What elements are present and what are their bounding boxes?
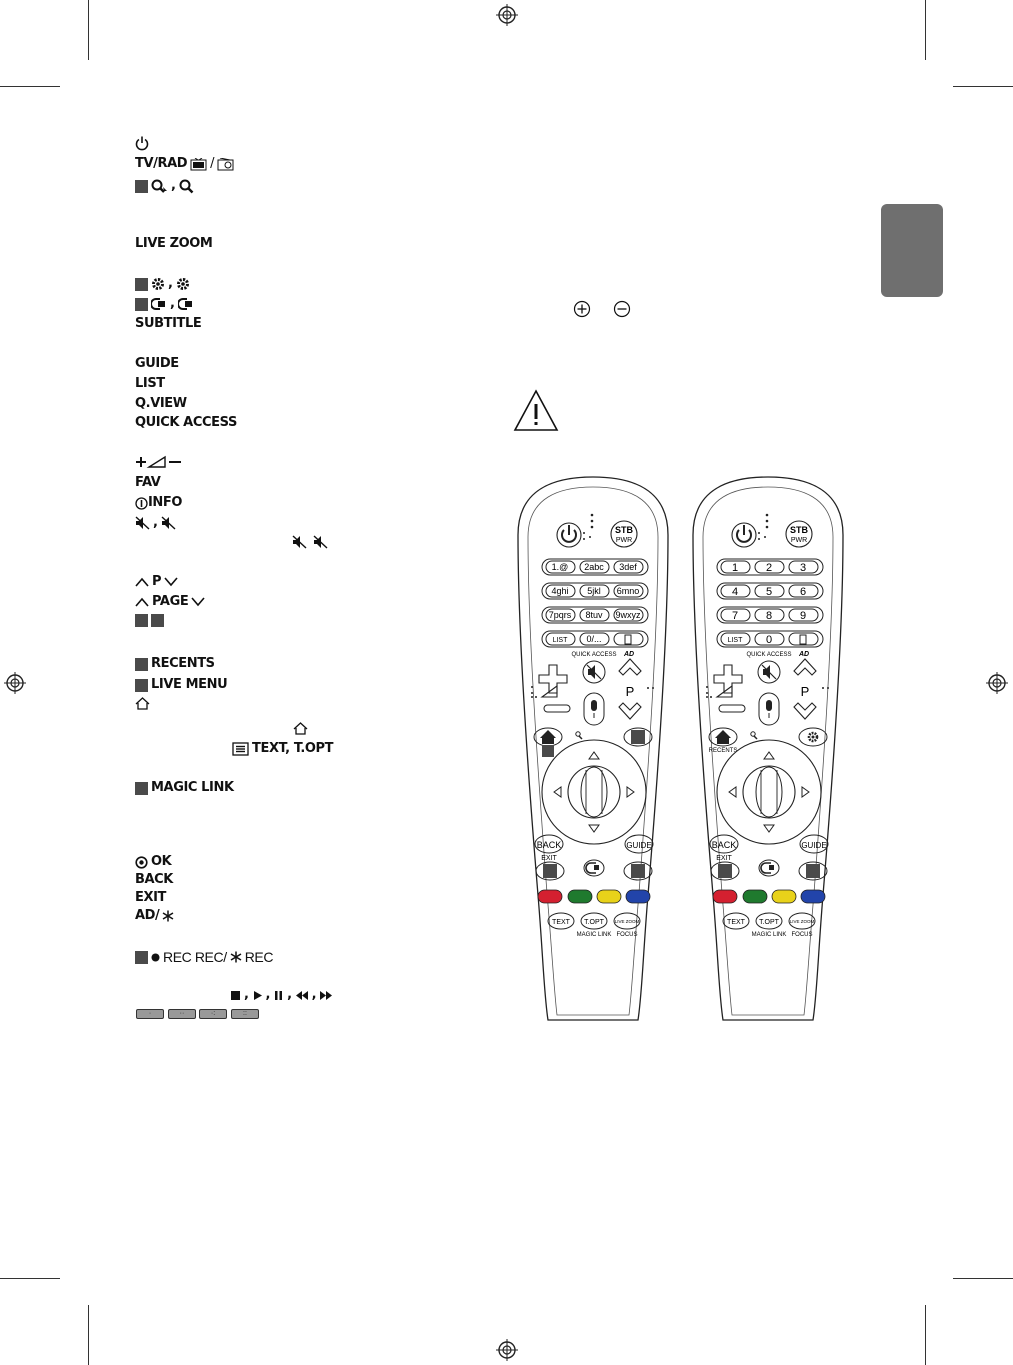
- chevron-down-icon: [191, 597, 205, 607]
- magic-remote-numeric: [512, 475, 674, 1023]
- crop-mark: [0, 1278, 60, 1279]
- key-8: 8: [765, 610, 773, 622]
- power-icon: [135, 136, 149, 151]
- magic-link-text: MAGIC LINK: [576, 932, 612, 938]
- crop-mark: [88, 1305, 89, 1365]
- green-key: [568, 890, 592, 903]
- button-square-icon: [135, 614, 148, 627]
- live-zoom-label: LIVE ZOOM: [135, 236, 213, 251]
- text-topt-text: TEXT, T.OPT: [252, 741, 334, 756]
- volume-label: [135, 455, 185, 469]
- back-label: BACK: [135, 872, 173, 887]
- key-0: 0/...: [586, 634, 602, 644]
- mute-icon: [135, 516, 150, 530]
- info-icon: [135, 497, 148, 510]
- home-inline: [293, 722, 308, 735]
- settings-label: ,: [135, 276, 190, 292]
- color-button-1: ·: [136, 1009, 164, 1019]
- p-text: P: [800, 684, 810, 699]
- crop-mark: [88, 0, 89, 60]
- text-key: TEXT: [552, 919, 570, 926]
- exit-text: EXIT: [716, 855, 732, 862]
- live-menu-label: [135, 677, 227, 693]
- button-square-icon: [151, 614, 164, 627]
- home-label: [135, 697, 150, 710]
- key-9: 9wxyz: [615, 610, 641, 620]
- crop-mark: [925, 1305, 926, 1365]
- input-label: ,: [135, 296, 194, 312]
- tv-rad-label: [135, 156, 234, 172]
- ok-label: [135, 854, 171, 870]
- search-icon: [151, 179, 168, 194]
- ad-label: [135, 908, 174, 924]
- list-key: LIST: [552, 637, 568, 644]
- info-text: INFO: [148, 495, 183, 510]
- list-key: LIST: [727, 637, 743, 644]
- warning-icon: [513, 389, 559, 432]
- channel-label: [135, 574, 178, 590]
- two-squares-label: [135, 614, 164, 627]
- rec-text: REC REC/: [163, 949, 227, 965]
- input-icon: [178, 297, 194, 311]
- red-key: [713, 890, 737, 903]
- topt-key: T.OPT: [584, 919, 604, 926]
- home-icon: [293, 722, 308, 735]
- red-key: [538, 890, 562, 903]
- key-9: 9: [799, 610, 807, 622]
- asterisk-icon: [162, 910, 174, 922]
- button-square-icon: [135, 679, 148, 692]
- key-2: 2abc: [584, 562, 604, 572]
- search-label: ,: [135, 178, 194, 194]
- key-2: 2: [765, 562, 773, 574]
- key-8: 8tuv: [585, 610, 603, 620]
- chevron-up-icon: [135, 577, 149, 587]
- power-label: [135, 136, 149, 151]
- rec-label: [135, 949, 273, 965]
- live-zoom-key: LIVE ZOOM: [789, 919, 815, 924]
- registration-mark-icon: [4, 672, 26, 694]
- key-6: 6: [799, 586, 807, 598]
- yellow-key: [772, 890, 796, 903]
- ok-text: OK: [151, 854, 172, 869]
- magic-link-label: [135, 780, 234, 796]
- rewind-icon: [295, 990, 309, 1001]
- input-icon: [151, 297, 167, 311]
- mute-inline: [292, 535, 328, 549]
- live-menu-text: LIVE MENU: [151, 677, 228, 692]
- button-square-icon: [135, 782, 148, 795]
- live-zoom-key: LIVE ZOOM: [614, 919, 640, 924]
- plus-circle-icon: [573, 300, 591, 318]
- key-4: 4ghi: [551, 586, 569, 596]
- button-square-icon: [135, 951, 148, 964]
- gear-icon: [151, 277, 165, 291]
- magic-link-text: MAGIC LINK: [751, 932, 787, 938]
- qview-label: Q.VIEW: [135, 396, 187, 411]
- gear-icon: [176, 277, 190, 291]
- back-key: BACK: [536, 840, 562, 850]
- chevron-up-icon: [135, 597, 149, 607]
- focus-text: FOCUS: [616, 932, 638, 938]
- recents-text: RECENTS: [708, 748, 738, 754]
- mute-icon: [161, 516, 176, 530]
- key-7: 7: [731, 610, 739, 622]
- playback-controls-label: , , , ,: [230, 987, 333, 1003]
- button-square-icon: [135, 298, 148, 311]
- color-button-3: ·:: [199, 1009, 227, 1019]
- ad-text: AD/: [135, 908, 160, 923]
- blue-key: [626, 890, 650, 903]
- search-icon: [179, 179, 194, 194]
- text-topt-label: [232, 741, 333, 757]
- text-key: TEXT: [727, 919, 745, 926]
- list-label: LIST: [135, 376, 165, 391]
- fav-label: FAV: [135, 475, 161, 490]
- fast-forward-icon: [319, 990, 333, 1001]
- color-button-2: ··: [168, 1009, 196, 1019]
- topt-key: T.OPT: [759, 919, 779, 926]
- radio-icon: [217, 158, 234, 171]
- recents-text: RECENTS: [151, 656, 215, 671]
- pwr-text: PWR: [615, 537, 633, 544]
- stb-text: STB: [615, 525, 633, 535]
- guide-key: GUIDE: [626, 841, 652, 850]
- p-text: P: [152, 574, 162, 589]
- asterisk-icon: [230, 951, 242, 963]
- key-3: 3: [799, 562, 807, 574]
- key-4: 4: [731, 586, 739, 598]
- magic-remote-plain: [687, 475, 849, 1023]
- crop-mark: [953, 86, 1013, 87]
- yellow-key: [597, 890, 621, 903]
- ad-text: AD: [623, 651, 635, 658]
- tv-icon: [190, 158, 207, 171]
- record-dot-icon: [151, 953, 160, 962]
- key-3: 3def: [619, 562, 637, 572]
- home-icon: [135, 697, 150, 710]
- green-key: [743, 890, 767, 903]
- p-text: P: [625, 684, 635, 699]
- quick-access-label: QUICK ACCESS: [135, 415, 237, 430]
- button-square-icon: [135, 658, 148, 671]
- crop-mark: [0, 86, 60, 87]
- quick-access-text: QUICK ACCESS: [571, 652, 617, 658]
- crop-mark: [925, 0, 926, 60]
- slash-text: /: [210, 156, 215, 171]
- stb-text: STB: [790, 525, 808, 535]
- magic-link-text: MAGIC LINK: [151, 780, 234, 795]
- button-square-icon: [135, 180, 148, 193]
- language-tab: [881, 204, 943, 297]
- registration-mark-icon: [986, 672, 1008, 694]
- rec-end-text: REC: [244, 949, 274, 965]
- ad-text: AD: [798, 651, 810, 658]
- guide-label: GUIDE: [135, 356, 179, 371]
- button-square-icon: [135, 278, 148, 291]
- back-key: BACK: [711, 840, 737, 850]
- focus-text: FOCUS: [791, 932, 813, 938]
- key-7: 7pqrs: [548, 610, 572, 620]
- blue-key: [801, 890, 825, 903]
- mute-icon: [313, 535, 328, 549]
- subtitle-label: SUBTITLE: [135, 316, 202, 331]
- page-text: PAGE: [152, 594, 189, 609]
- play-icon: [252, 990, 263, 1001]
- key-1: 1.@: [551, 562, 569, 572]
- mute-label: ,: [135, 515, 176, 531]
- quick-access-text: QUICK ACCESS: [746, 652, 792, 658]
- chevron-down-icon: [164, 577, 178, 587]
- registration-mark-icon: [496, 1339, 518, 1361]
- key-0: 0: [765, 634, 773, 646]
- volume-up-down-icon: [135, 455, 185, 469]
- page-label: [135, 594, 205, 610]
- key-6: 6mno: [616, 586, 640, 596]
- exit-text: EXIT: [541, 855, 557, 862]
- key-5: 5jkl: [587, 586, 601, 596]
- key-1: 1: [731, 562, 739, 574]
- crop-mark: [953, 1278, 1013, 1279]
- key-5: 5: [765, 586, 773, 598]
- pwr-text: PWR: [790, 537, 808, 544]
- stop-icon: [230, 990, 241, 1001]
- mute-icon: [292, 535, 307, 549]
- ok-wheel-icon: [135, 856, 148, 869]
- tv-rad-text: TV/RAD: [135, 156, 188, 171]
- pause-icon: [273, 990, 284, 1001]
- guide-key: GUIDE: [801, 841, 827, 850]
- recents-label: [135, 656, 215, 672]
- registration-mark-icon: [496, 4, 518, 26]
- info-label: [135, 495, 182, 511]
- teletext-icon: [232, 742, 249, 756]
- color-button-4: ::: [231, 1009, 259, 1019]
- minus-circle-icon: [613, 300, 631, 318]
- exit-label: EXIT: [135, 890, 167, 905]
